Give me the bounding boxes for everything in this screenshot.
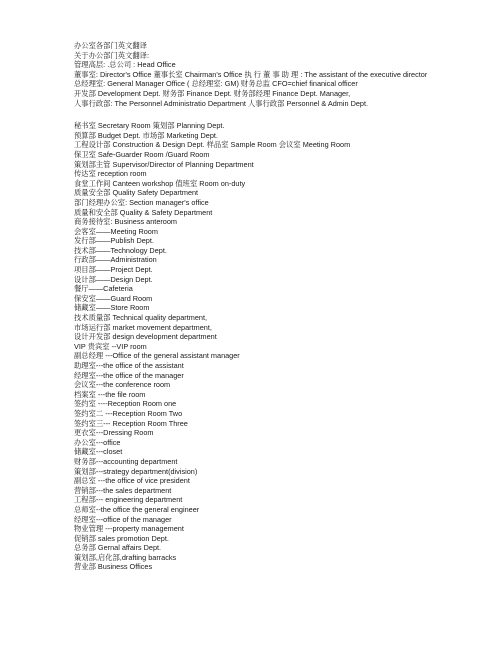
list-item: VIP 贵宾室 --VIP room: [74, 341, 147, 351]
list-item: 副总经理 ---Office of the general assistant manager: [74, 351, 240, 361]
list-item: 市场运行部 market movement department,: [74, 322, 212, 332]
list-item: 项目部——Project Dept.: [74, 265, 153, 275]
list-item: 促销部 sales promotion Dept.: [74, 533, 169, 543]
list-item: 营销部---the sales department: [74, 485, 172, 495]
list-item: 签约室三--- Reception Room Three: [74, 418, 188, 428]
list-item: 财务部---accounting department: [74, 456, 178, 466]
director-office-paragraph: 董事室: Director's Office 董事长室 Chairman's Office 执 行 董 事 助 理 : The assistant of the executive director 总经理室: General Manager Office ( 总经理室: GM) 财务总监 CFO=chief finanical officer: [74, 69, 428, 89]
list-item: 餐厅——Cafeteria: [74, 284, 133, 294]
list-item: 策划部,启化部,drafting barracks: [74, 552, 177, 562]
list-item: 总务部 Gernal affairs Dept.: [74, 543, 162, 553]
list-item: 秘书室 Secretary Room 策划部 Planning Dept.: [74, 121, 225, 131]
list-item: 签约室二 ---Reception Room Two: [74, 408, 183, 418]
list-item: 质量安全部 Quality Safety Department: [74, 188, 199, 198]
list-item: 档案室 ---the file room: [74, 389, 146, 399]
document-title: 办公室各部门英文翻译: [74, 41, 147, 50]
list-item: 经理室---the office of the manager: [74, 370, 184, 380]
list-item: 工程部--- engineering department: [74, 495, 183, 505]
list-item: 保安室——Guard Room: [74, 293, 153, 303]
list-item: 设计开发部 design development department: [74, 332, 217, 342]
list-item: 办公室---office: [74, 437, 121, 447]
list-item: 商务接待室: Business anteroom: [74, 217, 178, 227]
list-item: 传达室 reception room: [74, 169, 147, 179]
list-item: 总师室--the office the general engineer: [74, 504, 200, 514]
personnel-admin-line: 人事行政部: The Personnel Administratio Department 人事行政部 Personnel & Admin Dept.: [74, 98, 369, 108]
list-item: 会客室——Meeting Room: [74, 226, 158, 236]
document-subtitle: 关于办公部门英文翻译:: [74, 50, 149, 60]
list-item: 保卫室 Safe-Guarder Room /Guard Room: [74, 149, 210, 159]
paragraph-gap: [74, 108, 434, 121]
development-finance-line: 开发部 Development Dept. 财务部 Finance Dept. 财务部经理 Finance Dept. Manager,: [74, 88, 351, 98]
head-office-line: 管理高层: .总公司 : Head Office: [74, 60, 176, 70]
list-item: 储藏室——Store Room: [74, 303, 150, 313]
list-item: 预算部 Budget Dept. 市场部 Marketing Dept.: [74, 130, 218, 140]
list-item: 设计部——Design Dept.: [74, 274, 153, 284]
document-page: [74, 41, 434, 572]
list-item: 经理室---office of the manager: [74, 514, 172, 524]
list-item: 营业部 Business Offices: [74, 562, 153, 572]
list-item: 食堂工作间 Canteen workshop 值班室 Room on-duty: [74, 178, 246, 188]
list-item: 部门经理办公室: Section manager's office: [74, 197, 209, 207]
list-item: 发行部——Publish Dept.: [74, 236, 154, 246]
list-item: 质量和安全部 Quality & Safety Department: [74, 207, 213, 217]
list-item: 更衣室---Dressing Room: [74, 428, 154, 438]
list-item: 助理室---the office of the assistant: [74, 361, 184, 370]
list-item: 技术部——Technology Dept.: [74, 245, 167, 255]
list-item: 策划部主管 Supervisor/Director of Planning Department: [74, 159, 254, 169]
list-item: 储藏室---closet: [74, 447, 123, 457]
list-item: 物业管理 ---property management: [74, 524, 184, 534]
list-item: 工程设计部 Construction & Design Dept. 样品室 Sample Room 会议室 Meeting Room: [74, 140, 351, 150]
list-item: 副总室 ---the office of vice president: [74, 476, 190, 486]
list-item: 会议室---the conference room: [74, 380, 171, 390]
list-item: 技术质量部 Technical quality department,: [74, 313, 208, 323]
list-item: 策划部---strategy department(division): [74, 466, 198, 476]
list-item: 签约室 ----Reception Room one: [74, 399, 177, 409]
list-item: 行政部——Administration: [74, 255, 157, 265]
